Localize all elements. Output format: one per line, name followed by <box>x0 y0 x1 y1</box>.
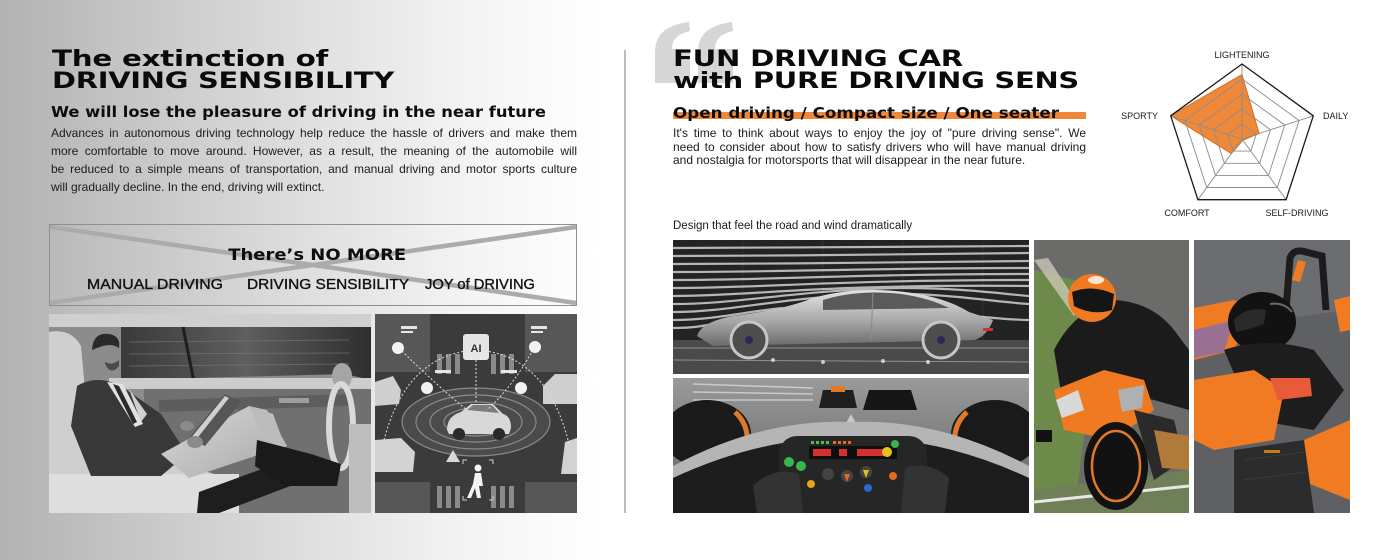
no-more-heading-text: There’s NO MORE <box>228 245 406 264</box>
buggy-image <box>1194 240 1350 513</box>
ai-chip-label: AI <box>470 343 482 355</box>
radar-spoke <box>1198 139 1242 200</box>
buggy-body-panel <box>1194 370 1284 450</box>
left-title-text-2: DRIVING SENSIBILITY <box>52 67 394 94</box>
right-body-line: need to consider about how to satisfy drivers who will have manual driving <box>673 139 1086 154</box>
radar-label-self-driving: SELF-DRIVING <box>1265 208 1329 218</box>
left-body-line: be reduced to a simple means of transportation, and manual driving and motor sports culture <box>51 162 577 176</box>
no-more-item-text: DRIVING SENSIBILITY <box>247 277 409 293</box>
right-title-text-2: with PURE DRIVING SENS <box>673 67 1079 94</box>
ai-traffic-image <box>375 314 577 513</box>
left-subtitle-text: We will lose the pleasure of driving in the near future <box>51 103 546 121</box>
radar-label-lightening: LIGHTENING <box>1214 50 1270 60</box>
no-more-item-driving-sensibility <box>247 276 409 294</box>
right-body-line: and nostalgia for motorsports that will disappear in the near future. <box>673 153 1026 168</box>
radar-label-sporty: SPORTY <box>1121 111 1158 121</box>
f1-cockpit-image <box>673 378 1029 513</box>
photo-caption: Design that feel the road and wind dramatically <box>673 220 913 232</box>
autonomous-driver-photo <box>49 314 371 513</box>
f1-cockpit-photo <box>673 378 1029 513</box>
open-buggy-photo <box>1194 240 1350 513</box>
left-subtitle <box>51 103 546 122</box>
motorcycle-rider-photo <box>1034 240 1189 513</box>
no-more-item-joy-of-driving <box>425 276 534 294</box>
no-more-heading <box>228 246 406 265</box>
panel-divider <box>624 50 626 513</box>
right-subtitle-text: Open driving / Compact size / One seater <box>673 104 1059 122</box>
ai-traffic-illustration <box>375 314 577 513</box>
left-title-line-2 <box>52 67 394 94</box>
radar-chart <box>1130 45 1360 225</box>
radar-label-comfort: COMFORT <box>1164 208 1210 218</box>
no-more-item-text: JOY of DRIVING <box>425 277 535 293</box>
right-title-text-1: FUN DRIVING CAR <box>673 46 963 72</box>
left-body-paragraph <box>51 124 577 196</box>
no-more-item-text: MANUAL DRIVING <box>87 277 223 293</box>
right-glove <box>901 466 949 513</box>
radar-label-daily: DAILY <box>1323 111 1349 121</box>
right-body-line: It's time to think about ways to enjoy the joy of "pure driving sense". We <box>673 126 1086 140</box>
no-more-item-manual-driving <box>87 276 223 294</box>
right-body-paragraph <box>673 126 1086 167</box>
wind-tunnel-car-photo <box>673 240 1029 374</box>
left-body-line: more comfortable to move around. However, as a result, the meaning of the automobile will <box>51 144 577 158</box>
autonomous-driver-image <box>49 314 371 513</box>
motorcycle-image <box>1034 240 1189 513</box>
right-subtitle <box>673 104 1059 123</box>
right-title-line-2 <box>673 67 1079 94</box>
bike-front-tyre <box>1084 422 1148 510</box>
wind-tunnel-image <box>673 240 1029 374</box>
left-body-line: will gradually decline. In the end, driving will extinct. <box>51 180 325 194</box>
no-more-box <box>49 224 577 306</box>
left-title-text-1: The extinction of <box>52 46 328 72</box>
left-body-line: Advances in autonomous driving technology help reduce the hassle of drivers and make them <box>51 126 577 140</box>
radar-spoke <box>1242 139 1286 200</box>
